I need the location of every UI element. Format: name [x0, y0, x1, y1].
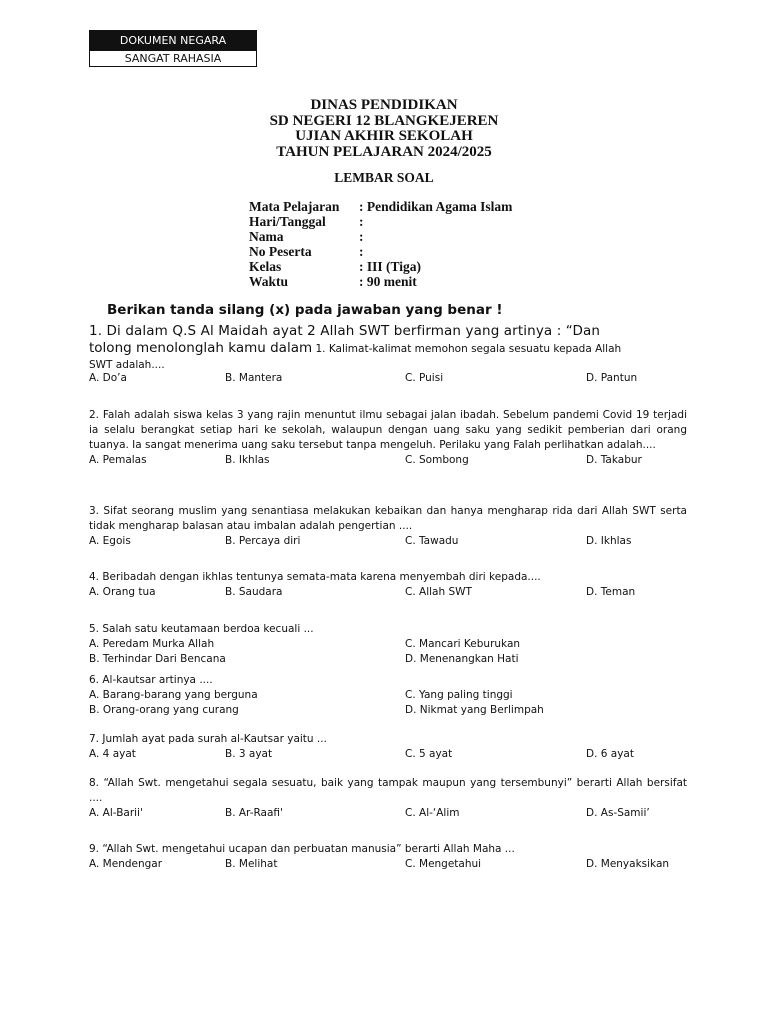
info-row-name [249, 229, 512, 244]
answer-options [89, 372, 687, 387]
question-5 [89, 622, 687, 667]
question-1 [89, 323, 687, 387]
answer-option-b[interactable]: B. Orang-orang yang curang [89, 704, 239, 716]
question-3 [89, 504, 687, 549]
classification-badge: DOKUMEN NEGARA [89, 30, 257, 50]
answer-option-c[interactable]: C. Sombong [405, 454, 469, 466]
answer-option-d[interactable]: D. Teman [586, 586, 636, 598]
question-text: 4. Beribadah dengan ikhlas tentunya semata-mata karena menyembah diri kepada.... [89, 571, 541, 583]
header-line-exam: UJIAN AKHIR SEKOLAH [295, 128, 473, 144]
answer-option-b[interactable]: B. 3 ayat [225, 748, 273, 760]
info-row-participant-number [249, 244, 512, 259]
answer-option-b[interactable]: B. Melihat [225, 858, 278, 870]
info-label: Waktu [249, 274, 289, 289]
header-line-year: TAHUN PELAJARAN 2024/2025 [276, 143, 492, 160]
answer-option-a[interactable]: A. Peredam Murka Allah [89, 638, 215, 650]
answer-option-b[interactable]: B. Ikhlas [225, 454, 270, 466]
question-9 [89, 842, 687, 872]
info-label: No Peserta [249, 244, 312, 259]
question-text: 7. Jumlah ayat pada surah al-Kautsar yaitu ... [89, 733, 327, 745]
question-text: 8. “Allah Swt. mengetahui segala sesuatu, baik yang tampak maupun yang tersembunyi” berarti Allah bersifat .... [89, 777, 687, 804]
answer-option-d[interactable]: D. Ikhlas [586, 535, 632, 547]
info-label: Mata Pelajaran [249, 199, 340, 214]
answer-option-a[interactable]: A. Egois [89, 535, 131, 547]
answer-option-c[interactable]: C. Mancari Keburukan [405, 638, 521, 650]
question-text: 5. Salah satu keutamaan berdoa kecuali ... [89, 623, 314, 635]
secrecy-badge: SANGAT RAHASIA [89, 50, 257, 67]
answer-option-d[interactable]: D. As-Samii’ [586, 807, 650, 819]
header-line-office: DINAS PENDIDIKAN [310, 97, 458, 113]
answer-options [89, 857, 687, 872]
question-text: 2. Falah adalah siswa kelas 3 yang rajin menuntut ilmu sebagai jalan ibadah. Sebelum pandemi Covid 19 terjadi ia selalu berangkat setiap hari ke sekolah, walaupun dengan uang saku yang sedikit pemberian dari orang tuanya. Ia sangat menerima uang saku tersebut tanpa mengeluh. Perilaku yang Falah perlihatkan adalah.... [89, 409, 687, 451]
info-row-duration [249, 274, 512, 289]
answer-options [89, 534, 687, 549]
answer-option-b[interactable]: B. Saudara [225, 586, 283, 598]
answer-option-a[interactable]: A. Do’a [89, 372, 127, 384]
question-text-fragment: tolong menolonglah kamu dalam [89, 340, 313, 356]
question-2 [89, 408, 687, 468]
answer-option-c[interactable]: C. Puisi [405, 372, 444, 384]
info-label: Nama [249, 229, 284, 244]
answer-option-a[interactable]: A. Orang tua [89, 586, 156, 598]
answer-options-row [89, 688, 687, 703]
question-6 [89, 673, 687, 718]
answer-option-c[interactable]: C. Tawadu [405, 535, 459, 547]
document-header [0, 98, 768, 160]
question-text: 9. “Allah Swt. mengetahui ucapan dan perbuatan manusia” berarti Allah Maha ... [89, 843, 515, 855]
answer-option-b[interactable]: B. Ar-Raafi' [225, 807, 283, 819]
answer-option-d[interactable]: D. 6 ayat [586, 748, 634, 760]
question-8 [89, 776, 687, 821]
answer-options [89, 453, 687, 468]
info-row-subject [249, 199, 512, 214]
info-row-date [249, 214, 512, 229]
info-value: : Pendidikan Agama Islam [359, 199, 513, 214]
answer-option-c[interactable]: C. Allah SWT [405, 586, 472, 598]
exam-info-table [249, 199, 512, 289]
answer-options [89, 806, 687, 821]
info-label: Kelas [249, 259, 282, 274]
answer-options [89, 585, 687, 600]
info-label: Hari/Tanggal [249, 214, 326, 229]
sheet-title: LEMBAR SOAL [334, 170, 434, 185]
info-value: : [359, 214, 364, 229]
answer-option-d[interactable]: D. Menyaksikan [586, 858, 670, 870]
question-7 [89, 732, 687, 762]
answer-option-b[interactable]: B. Terhindar Dari Bencana [89, 653, 226, 665]
info-value: : [359, 229, 364, 244]
answer-option-c[interactable]: C. Al-‘Alim [405, 807, 460, 819]
question-text-fragment: 1. Kalimat-kalimat memohon segala sesuatu kepada Allah [312, 343, 622, 355]
instruction-text: Berikan tanda silang (x) pada jawaban yang benar ! [107, 302, 503, 318]
question-4 [89, 570, 687, 600]
answer-options [89, 747, 687, 762]
answer-option-d[interactable]: D. Menenangkan Hati [405, 653, 519, 665]
info-value: : [359, 244, 364, 259]
answer-option-a[interactable]: A. Al-Barii' [89, 807, 143, 819]
answer-option-a[interactable]: A. Mendengar [89, 858, 163, 870]
answer-option-c[interactable]: C. Mengetahui [405, 858, 482, 870]
question-text: 6. Al-kautsar artinya .... [89, 674, 213, 686]
question-text: 3. Sifat seorang muslim yang senantiasa melakukan kebaikan dan hanya mengharap rida dari Allah SWT serta tidak mengharap balasan atau imbalan adalah pengertian .... [89, 505, 687, 532]
answer-option-c[interactable]: C. Yang paling tinggi [405, 689, 513, 701]
answer-option-b[interactable]: B. Mantera [225, 372, 283, 384]
info-value: : III (Tiga) [359, 259, 422, 274]
answer-option-a[interactable]: A. 4 ayat [89, 748, 136, 760]
question-text [89, 340, 687, 358]
answer-option-d[interactable]: D. Takabur [586, 454, 642, 466]
answer-option-d[interactable]: D. Nikmat yang Berlimpah [405, 704, 544, 716]
question-text: SWT adalah.... [89, 359, 165, 371]
header-line-school: SD NEGERI 12 BLANGKEJEREN [269, 112, 499, 129]
answer-option-d[interactable]: D. Pantun [586, 372, 638, 384]
answer-option-a[interactable]: A. Barang-barang yang berguna [89, 689, 258, 701]
answer-options-row [89, 703, 687, 718]
answer-option-c[interactable]: C. 5 ayat [405, 748, 453, 760]
question-text: 1. Di dalam Q.S Al Maidah ayat 2 Allah SWT berfirman yang artinya : “Dan [89, 323, 601, 339]
answer-option-b[interactable]: B. Percaya diri [225, 535, 301, 547]
answer-options-row [89, 637, 687, 652]
info-row-class [249, 259, 512, 274]
answer-options-row [89, 652, 687, 667]
answer-option-a[interactable]: A. Pemalas [89, 454, 147, 466]
info-value: : 90 menit [359, 274, 417, 289]
